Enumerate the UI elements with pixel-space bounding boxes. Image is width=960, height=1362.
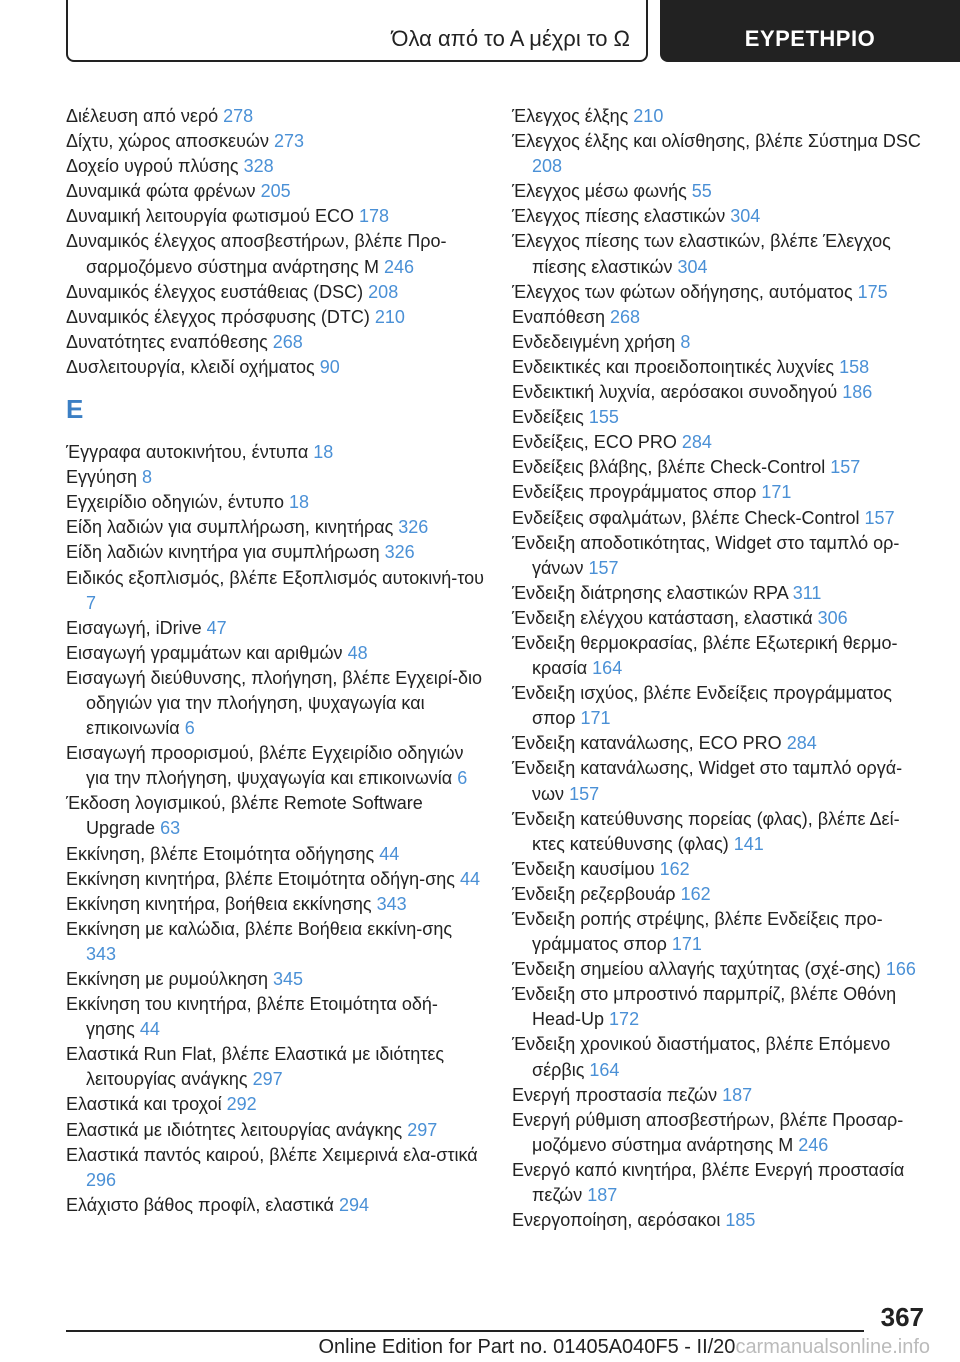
page-reference-link[interactable]: 343	[376, 893, 407, 914]
index-tab-label: ΕΥΡΕΤΗΡΙΟ	[744, 26, 876, 51]
index-entry	[512, 506, 932, 531]
index-entry-text: Δυναμικά φώτα φρένων	[66, 181, 261, 202]
page-reference-link[interactable]: 164	[592, 658, 623, 679]
page-reference-link[interactable]: 166	[885, 959, 916, 980]
index-entry-text: Εισαγωγή, iDrive	[66, 617, 207, 638]
index-entry	[66, 280, 486, 305]
page-reference-link[interactable]: 48	[347, 642, 368, 663]
index-entry-text: Ειδικός εξοπλισμός, βλέπε Εξοπλισμός αυτοκινή-του	[66, 567, 485, 588]
index-entry-text: Έλεγχος έλξης	[512, 106, 634, 126]
page-number: 367	[880, 1302, 924, 1332]
page-reference-link[interactable]: 345	[272, 969, 304, 989]
page-reference-link[interactable]: 306	[817, 607, 848, 628]
index-entry-text: Εισαγωγή διεύθυνσης, πλοήγηση, βλέπε Εγχειρί-διο οδηγιών για την πλοήγηση, ψυχαγωγία και επικοινωνία	[66, 667, 482, 739]
index-entry-text: Διέλευση από νερό	[66, 106, 224, 126]
page-reference-link[interactable]: 187	[722, 1084, 753, 1105]
page-reference-link[interactable]: 304	[730, 206, 761, 227]
page-reference-link[interactable]: 296	[86, 1169, 117, 1190]
index-entry	[512, 1158, 932, 1208]
index-entry	[512, 179, 932, 204]
index-entry	[512, 280, 932, 305]
index-entry	[512, 1083, 932, 1108]
page-reference-link[interactable]: 141	[733, 833, 764, 854]
page-reference-link[interactable]: 162	[680, 883, 711, 904]
page-reference-link[interactable]: 284	[786, 733, 817, 754]
index-entry	[512, 480, 932, 505]
page-reference-link[interactable]: 157	[864, 507, 895, 528]
index-entry	[512, 204, 932, 229]
index-entry	[66, 179, 486, 204]
index-entry-text: Ένδειξη διάτρησης ελαστικών RPA	[512, 582, 793, 603]
index-entry-text: Εκκίνηση κινητήρα, βοήθεια εκκίνησης	[66, 893, 377, 914]
index-entry-text: Ελαστικά παντός καιρού, βλέπε Χειμερινά ελα-στικά	[66, 1144, 478, 1165]
index-entry	[66, 355, 486, 380]
index-entry-text: Έλεγχος πίεσης των ελαστικών, βλέπε Έλεγχος πίεσης ελαστικών	[512, 231, 891, 277]
page-reference-link[interactable]: 297	[252, 1069, 283, 1090]
index-entry	[66, 515, 486, 540]
page-reference-link[interactable]: 171	[761, 482, 792, 503]
index-entry-text: Ενδεδειγμένη χρήση	[512, 331, 681, 352]
index-entry-text: Ενδείξεις προγράμματος σπορ	[512, 482, 762, 503]
index-entry-text: Ελάχιστο βάθος προφίλ, ελαστικά	[66, 1194, 339, 1215]
index-entry	[512, 957, 932, 982]
index-entry	[66, 842, 486, 867]
index-entry	[512, 531, 932, 581]
index-entry-text: Ένδειξη κατανάλωσης, ECO PRO	[512, 733, 787, 754]
index-entry	[512, 104, 932, 129]
index-entry	[66, 616, 486, 641]
page-reference-link[interactable]: 47	[206, 617, 227, 638]
index-entry-text: Έλεγχος έλξης και ολίσθησης, βλέπε Σύστημα DSC	[512, 131, 921, 152]
index-entry-text: Δυνατότητες εναπόθεσης	[66, 331, 273, 352]
index-entry-text: Έκδοση λογισμικού, βλέπε Remote Software Upgrade	[66, 793, 423, 839]
index-entry-text: Ενεργή ρύθμιση αποσβεστήρων, βλέπε Προσαρ-μοζόμενο σύστημα ανάρτησης M	[512, 1109, 904, 1155]
page-reference-link[interactable]: 278	[223, 106, 254, 126]
page-reference-link[interactable]: 284	[681, 432, 712, 453]
index-entry-text: Δυναμικός έλεγχος αποσβεστήρων, βλέπε Προ-σαρμοζόμενο σύστημα ανάρτησης M	[66, 231, 447, 277]
page-reference-link[interactable]: 6	[184, 718, 195, 739]
page-reference-link[interactable]: 164	[589, 1059, 620, 1080]
index-entry	[66, 867, 486, 892]
page-reference-link[interactable]: 18	[289, 492, 310, 513]
page-reference-link[interactable]: 326	[384, 542, 415, 563]
index-entry-text: Εκκίνηση κινητήρα, βλέπε Ετοιμότητα οδήγη-σης	[66, 868, 460, 889]
page-reference-link[interactable]: 292	[226, 1094, 257, 1115]
index-entry-text: Έλεγχος πίεσης ελαστικών	[512, 206, 731, 227]
index-entry-text: Εισαγωγή γραμμάτων και αριθμών	[66, 642, 348, 663]
index-entry	[66, 741, 486, 791]
index-entry-text: Δίχτυ, χώρος αποσκευών	[66, 131, 274, 152]
index-entry	[66, 490, 486, 515]
index-entry	[512, 681, 932, 731]
index-entry	[66, 791, 486, 841]
page-reference-link[interactable]: 162	[659, 858, 690, 879]
index-entry	[512, 1208, 932, 1233]
index-entry-text: Ενδεικτική λυχνία, αερόσακοι συνοδηγού	[512, 382, 843, 403]
index-entry	[512, 305, 932, 330]
page-reference-link[interactable]: 172	[609, 1009, 640, 1030]
index-entry	[512, 982, 932, 1032]
index-entry-text: Έλεγχος μέσω φωνής	[512, 181, 692, 202]
index-entry-text: Ένδειξη στο μπροστινό παρμπρίζ, βλέπε Οθόνη Head-Up	[512, 984, 897, 1030]
page-reference-link[interactable]: 246	[383, 256, 415, 277]
index-entry-text: Δυσλειτουργία, κλειδί οχήματος	[66, 356, 320, 377]
page-reference-link[interactable]: 185	[725, 1210, 756, 1231]
index-entry-text: Εγγύηση	[66, 467, 142, 488]
index-entry	[66, 1143, 486, 1193]
page-reference-link[interactable]: 326	[398, 517, 429, 538]
index-entry-text: Έγγραφα αυτοκινήτου, έντυπα	[66, 442, 314, 463]
page-reference-link[interactable]: 171	[671, 934, 702, 955]
index-entry	[66, 992, 486, 1042]
page-reference-link[interactable]: 273	[273, 131, 305, 152]
page-reference-link[interactable]: 44	[459, 868, 480, 889]
index-entry	[512, 455, 932, 480]
page-reference-link[interactable]: 6	[457, 768, 468, 789]
page-reference-link[interactable]: 175	[857, 281, 888, 302]
index-entry	[66, 540, 486, 565]
index-entry-text: Ένδειξη ισχύος, βλέπε Ενδείξεις προγράμματος σπορ	[512, 683, 892, 729]
index-entry	[66, 330, 486, 355]
page-reference-link[interactable]: 171	[580, 708, 611, 729]
index-entry	[512, 756, 932, 806]
page-reference-link[interactable]: 208	[532, 156, 563, 177]
page-reference-link[interactable]: 8	[680, 331, 691, 352]
index-entry	[512, 330, 932, 355]
page-reference-link[interactable]: 157	[588, 557, 619, 578]
index-column-right	[512, 104, 932, 1233]
index-entry	[66, 1118, 486, 1143]
page-reference-link[interactable]: 328	[243, 156, 274, 177]
index-entry-text: Ένδειξη καυσίμου	[512, 858, 660, 879]
index-entry	[512, 355, 932, 380]
index-entry	[512, 606, 932, 631]
index-entry	[66, 229, 486, 279]
index-entry	[66, 967, 486, 992]
index-entry	[66, 666, 486, 741]
footer-edition-text: Online Edition for Part no. 01405A040F5 - II/20	[318, 1336, 736, 1358]
index-entry-text: Είδη λαδιών για συμπλήρωση, κινητήρας	[66, 517, 399, 538]
index-entry-text: Ενδείξεις	[512, 407, 589, 428]
index-entry	[66, 440, 486, 465]
index-letter-heading: Ε	[66, 394, 84, 425]
index-entry-text: Ελαστικά Run Flat, βλέπε Ελαστικά με ιδιότητες λειτουργίας ανάγκης	[66, 1044, 445, 1090]
index-entry-text: Ένδειξη ροπής στρέψης, βλέπε Ενδείξεις προ-γράμματος σπορ	[512, 909, 883, 955]
index-entry	[66, 1042, 486, 1092]
index-entry-text: Ενδείξεις βλάβης, βλέπε Check-Control	[512, 457, 831, 478]
index-entry-text: Ένδειξη ρεζερβουάρ	[512, 883, 681, 904]
page-reference-link[interactable]: 268	[610, 306, 641, 327]
page-reference-link[interactable]: 210	[374, 306, 405, 327]
index-entry	[512, 807, 932, 857]
page-reference-link[interactable]: 294	[338, 1194, 369, 1215]
index-entry	[66, 641, 486, 666]
page-reference-link[interactable]: 8	[141, 467, 152, 488]
page-reference-link[interactable]: 158	[839, 356, 870, 377]
index-entry-text: Ελαστικά με ιδιότητες λειτουργίας ανάγκης	[66, 1119, 408, 1140]
index-entry	[512, 430, 932, 455]
watermark: carmanualsonline.info	[735, 1336, 930, 1358]
index-entry-text: Εκκίνηση με ρυμούλκηση	[66, 969, 273, 989]
index-entry	[66, 104, 486, 129]
page-reference-link[interactable]: 268	[272, 331, 303, 352]
index-column-left	[66, 104, 486, 1218]
index-entry-text: Δυναμικός έλεγχος ευστάθειας (DSC)	[66, 281, 369, 302]
index-entry-text: Ενεργοποίηση, αερόσακοι	[512, 1210, 726, 1231]
page-reference-link[interactable]: 44	[139, 1019, 160, 1040]
index-entry	[512, 229, 932, 279]
index-entry-text: Ένδειξη ελέγχου κατάσταση, ελαστικά	[512, 607, 818, 628]
index-entry	[66, 305, 486, 330]
index-entry	[512, 581, 932, 606]
index-entry	[66, 129, 486, 154]
index-entry	[66, 566, 486, 616]
index-entry-text: Ενδείξεις, ECO PRO	[512, 432, 682, 453]
index-entry	[512, 380, 932, 405]
page-reference-link[interactable]: 210	[633, 106, 664, 126]
header-title-box	[66, 0, 648, 62]
page-reference-link[interactable]: 178	[358, 206, 390, 227]
index-entry	[512, 907, 932, 957]
index-tab[interactable]	[660, 0, 960, 62]
index-entry-text: Δοχείο υγρού πλύσης	[66, 156, 244, 177]
page-reference-link[interactable]: 44	[379, 843, 400, 864]
index-entry-text: Ενδεικτικές και προειδοποιητικές λυχνίες	[512, 356, 840, 377]
page-reference-link[interactable]: 7	[86, 592, 97, 613]
page-reference-link[interactable]: 157	[569, 783, 600, 804]
index-entry-text: Ενδείξεις σφαλμάτων, βλέπε Check-Control	[512, 507, 865, 528]
index-entry-text: Εκκίνηση του κινητήρα, βλέπε Ετοιμότητα οδή-γησης	[66, 994, 438, 1040]
page-reference-link[interactable]: 343	[86, 943, 117, 964]
index-entry-text: Εισαγωγή προορισμού, βλέπε Εγχειρίδιο οδηγιών για την πλοήγηση, ψυχαγωγία και επικοινωνία	[66, 743, 464, 789]
index-entry-text: Εκκίνηση, βλέπε Ετοιμότητα οδήγησης	[66, 843, 380, 864]
index-entry	[512, 129, 932, 179]
index-entry	[512, 631, 932, 681]
index-entry	[66, 1092, 486, 1117]
page-reference-link[interactable]: 18	[313, 442, 334, 463]
index-entry	[512, 882, 932, 907]
index-entry-text: Ενεργή προστασία πεζών	[512, 1084, 723, 1105]
index-entry-text: Δυναμικός έλεγχος πρόσφυσης (DTC)	[66, 306, 375, 327]
index-entry	[512, 1108, 932, 1158]
footer-rule	[66, 1330, 864, 1332]
index-entry-text: Εκκίνηση με καλώδια, βλέπε Βοήθεια εκκίνη-σης	[66, 918, 453, 939]
index-entry	[66, 1193, 486, 1218]
index-entry-text: Ένδειξη αποδοτικότητας, Widget στο ταμπλό ορ-γάνων	[512, 532, 900, 578]
index-entry-text: Ελαστικά και τροχοί	[66, 1094, 227, 1115]
index-entry-text: Είδη λαδιών κινητήρα για συμπλήρωση	[66, 542, 385, 563]
index-entry	[66, 892, 486, 917]
page-reference-link[interactable]: 246	[798, 1134, 829, 1155]
index-entry	[66, 917, 486, 967]
index-entry	[66, 204, 486, 229]
index-entry-text: Έλεγχος των φώτων οδήγησης, αυτόματος	[512, 281, 858, 302]
page-reference-link[interactable]: 205	[260, 181, 291, 202]
page-reference-link[interactable]: 187	[587, 1185, 618, 1206]
index-entry	[66, 465, 486, 490]
footer-edition	[0, 1336, 930, 1359]
index-entry-text: Εναπόθεση	[512, 306, 610, 327]
page-reference-link[interactable]: 55	[691, 181, 712, 202]
page-reference-link[interactable]: 90	[319, 356, 340, 377]
index-entry-text: Ενεργό καπό κινητήρα, βλέπε Ενεργή προστασία πεζών	[512, 1159, 905, 1206]
page-reference-link[interactable]: 208	[368, 281, 399, 302]
page-reference-link[interactable]: 155	[588, 407, 619, 428]
index-entry	[512, 857, 932, 882]
index-entry-text: Ένδειξη σημείου αλλαγής ταχύτητας (σχέ-σης)	[512, 959, 886, 980]
header-title: Όλα από το Α μέχρι το Ω	[391, 26, 630, 51]
index-entry-text: Εγχειρίδιο οδηγιών, έντυπο	[66, 492, 289, 513]
page-reference-link[interactable]: 304	[677, 256, 708, 277]
index-entry-text: Ένδειξη χρονικού διαστήματος, βλέπε Επόμενο σέρβις	[512, 1034, 891, 1080]
page-reference-link[interactable]: 157	[830, 457, 861, 478]
page-reference-link[interactable]: 311	[792, 582, 822, 603]
index-entry	[512, 1032, 932, 1082]
index-entry-text: Ένδειξη κατανάλωσης, Widget στο ταμπλό οργά-νων	[512, 758, 903, 804]
index-entry	[66, 154, 486, 179]
index-entry	[512, 405, 932, 430]
page-reference-link[interactable]: 297	[407, 1119, 438, 1140]
index-entry	[512, 731, 932, 756]
index-entry-text: Δυναμική λειτουργία φωτισμού ECO	[66, 206, 359, 227]
index-entry-text: Ένδειξη κατεύθυνσης πορείας (φλας), βλέπε Δεί-κτες κατεύθυνσης (φλας)	[512, 808, 900, 854]
page-reference-link[interactable]: 63	[160, 818, 181, 839]
page-reference-link[interactable]: 186	[842, 382, 873, 403]
index-entry-text: Ένδειξη θερμοκρασίας, βλέπε Εξωτερική θερμο-κρασία	[512, 632, 898, 679]
